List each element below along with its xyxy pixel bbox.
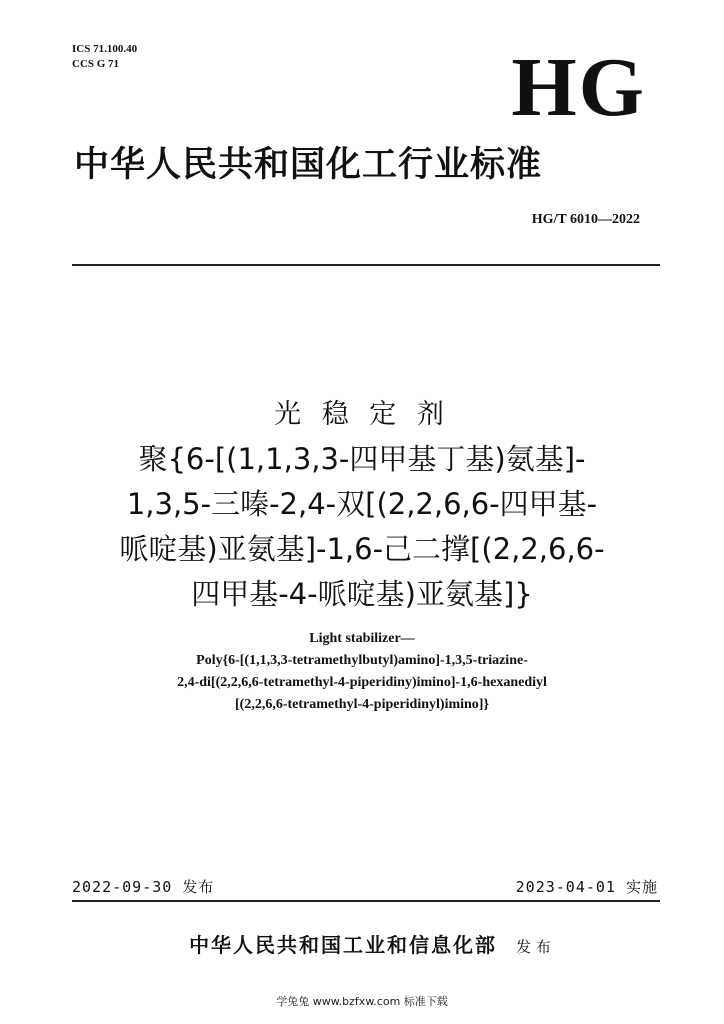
implement-date: 2023-04-01 实施 [515, 878, 658, 896]
ics-code: ICS 71.100.40 [72, 43, 138, 55]
ccs-code: CCS G 71 [72, 58, 120, 70]
issuer-name: 中华人民共和国工业和信息化部 [189, 933, 498, 957]
top-divider [72, 264, 660, 266]
issuer-action: 发 布 [516, 938, 551, 956]
publish-date: 2022-09-30 发布 [72, 878, 215, 896]
chinese-title-line: 聚{6-[(1,1,3,3-四甲基丁基)氨基]- [138, 442, 586, 476]
english-title-line: 2,4-di[(2,2,6,6-tetramethyl-4-piperidiny)imino]-1,6-hexanediyl [177, 675, 547, 690]
bottom-divider [72, 900, 660, 902]
chinese-title-line: 光 稳 定 剂 [274, 399, 450, 430]
issuer [110, 929, 630, 958]
standard-number: HG/T 6010—2022 [531, 212, 640, 227]
english-title-line: Light stabilizer— [309, 631, 415, 646]
english-title-line: [(2,2,6,6-tetramethyl-4-piperidinyl)imino]} [235, 697, 489, 712]
chinese-title-line: 1,3,5-三嗪-2,4-双[(2,2,6,6-四甲基- [126, 487, 598, 521]
english-title-line: Poly{6-[(1,1,3,3-tetramethylbutyl)amino]-1,3,5-triazine- [196, 653, 528, 668]
chinese-title [40, 393, 684, 617]
classification-codes [72, 42, 137, 72]
chinese-title-line: 四甲基-4-哌啶基)亚氨基]} [191, 577, 533, 611]
chinese-title-line: 哌啶基)亚氨基]-1,6-己二撑[(2,2,6,6- [119, 532, 605, 566]
footer-watermark: 学兔兔 www.bzfxw.com 标准下载 [276, 995, 448, 1008]
hg-logo: HG [511, 41, 646, 134]
english-title [60, 628, 664, 716]
standard-category-title: 中华人民共和国化工行业标准 [74, 144, 543, 185]
